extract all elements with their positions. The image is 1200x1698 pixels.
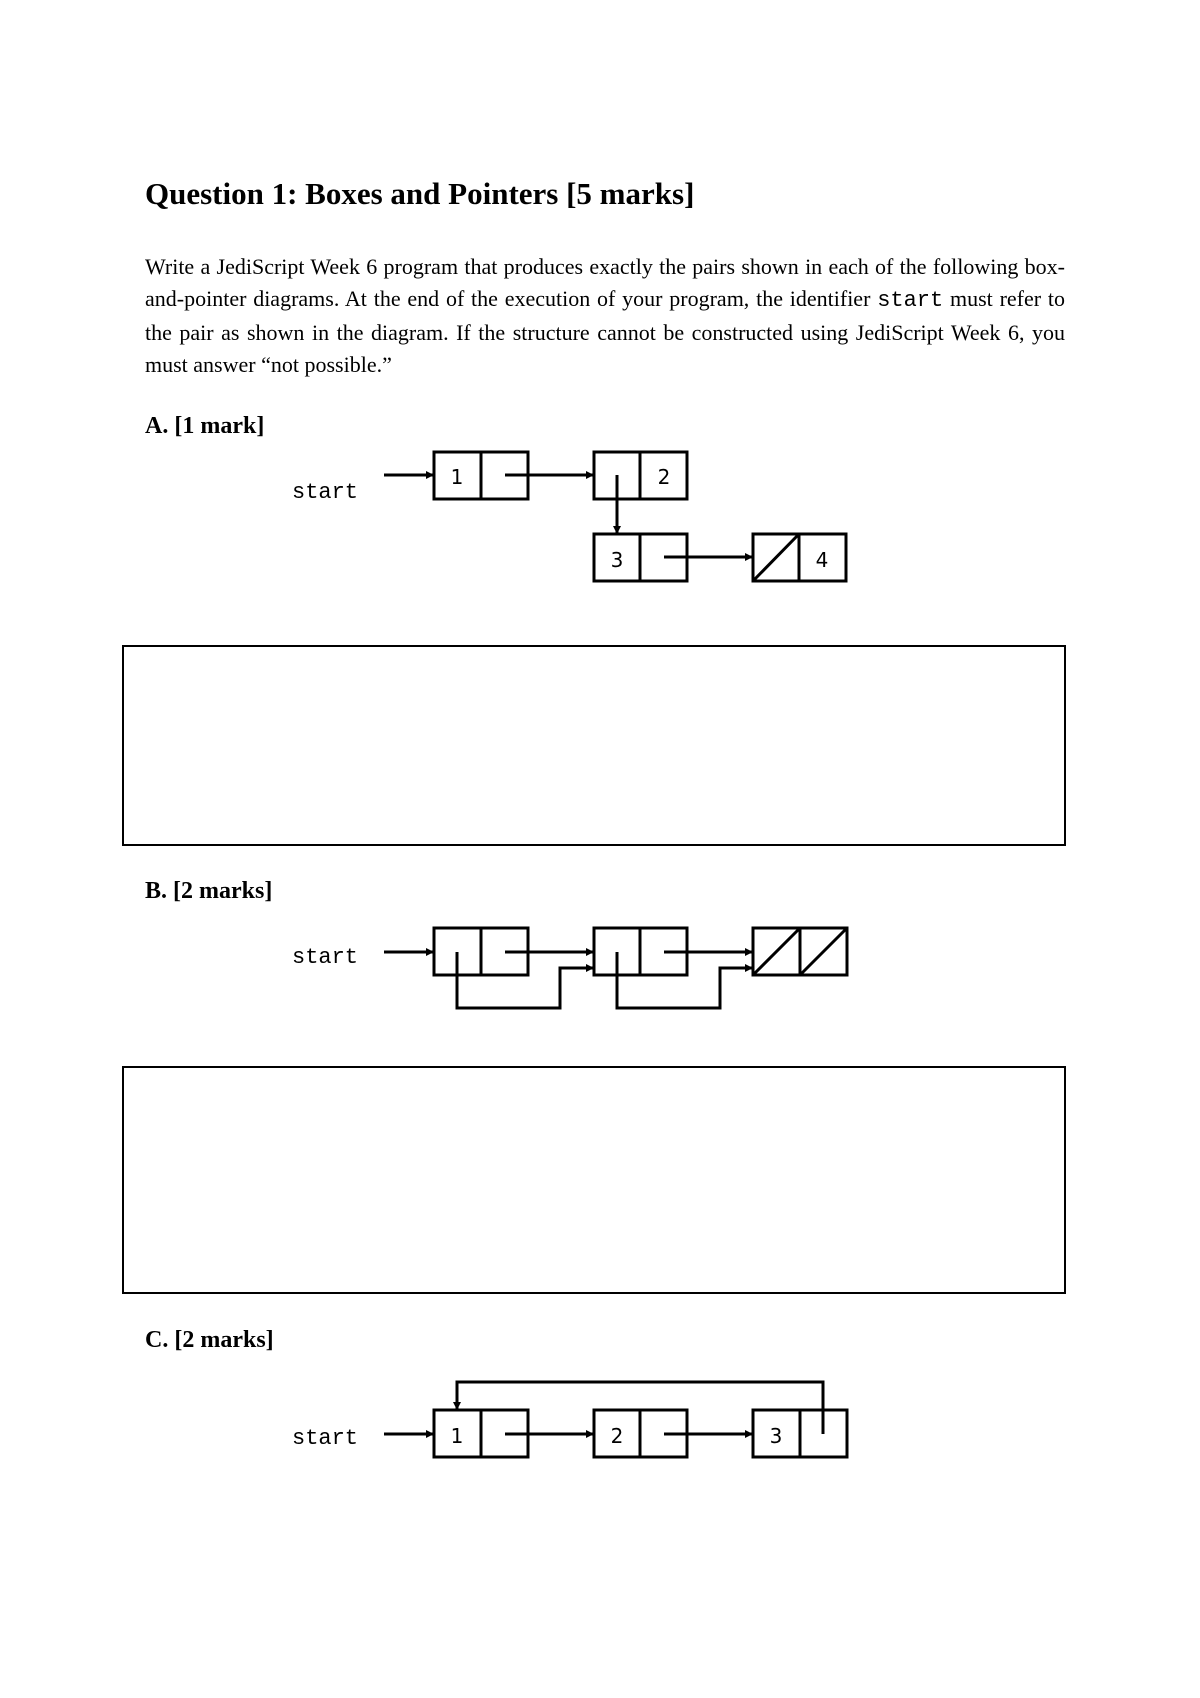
empty-list-slash: [800, 928, 847, 975]
pair-c2-head: 2: [610, 1424, 624, 1448]
instructions-text-1: Write a JediScript Week 6 program that produces exactly the pairs shown in each of the following box-and-pointer diagrams. At the end of the execution of your program, the identifier: [145, 254, 1065, 311]
pointer-arrow: [617, 952, 753, 1008]
part-a-label: A. [1 mark]: [145, 413, 265, 439]
diagram-c: [292, 1382, 847, 1457]
start-label-b: start: [292, 945, 359, 970]
part-b-label: B. [2 marks]: [145, 878, 273, 904]
diagram-a: [292, 452, 846, 581]
pair-c3-head: 3: [769, 1424, 783, 1448]
start-label-c: start: [292, 1426, 359, 1451]
empty-list-slash: [753, 928, 800, 975]
pair-a3-head: 3: [610, 548, 624, 572]
pointer-arrow: [457, 952, 594, 1008]
pair-c1-head: 1: [450, 1424, 464, 1448]
pair-a1-head: 1: [450, 465, 464, 489]
instructions-text-2: must refer to the pair as shown in the diagram. If the structure cannot be constructed using JediScript Week 6, you must answer “not possible.”: [145, 286, 1066, 377]
pair-a2-tail: 2: [657, 465, 671, 489]
part-c-label: C. [2 marks]: [145, 1327, 274, 1353]
pair-a4-tail: 4: [815, 548, 829, 572]
start-label-a: start: [292, 480, 359, 505]
identifier-start-code: start: [877, 288, 944, 313]
diagram-b: [292, 928, 847, 1008]
empty-list-slash: [753, 534, 799, 581]
question-title: Question 1: Boxes and Pointers [5 marks]: [145, 176, 695, 211]
